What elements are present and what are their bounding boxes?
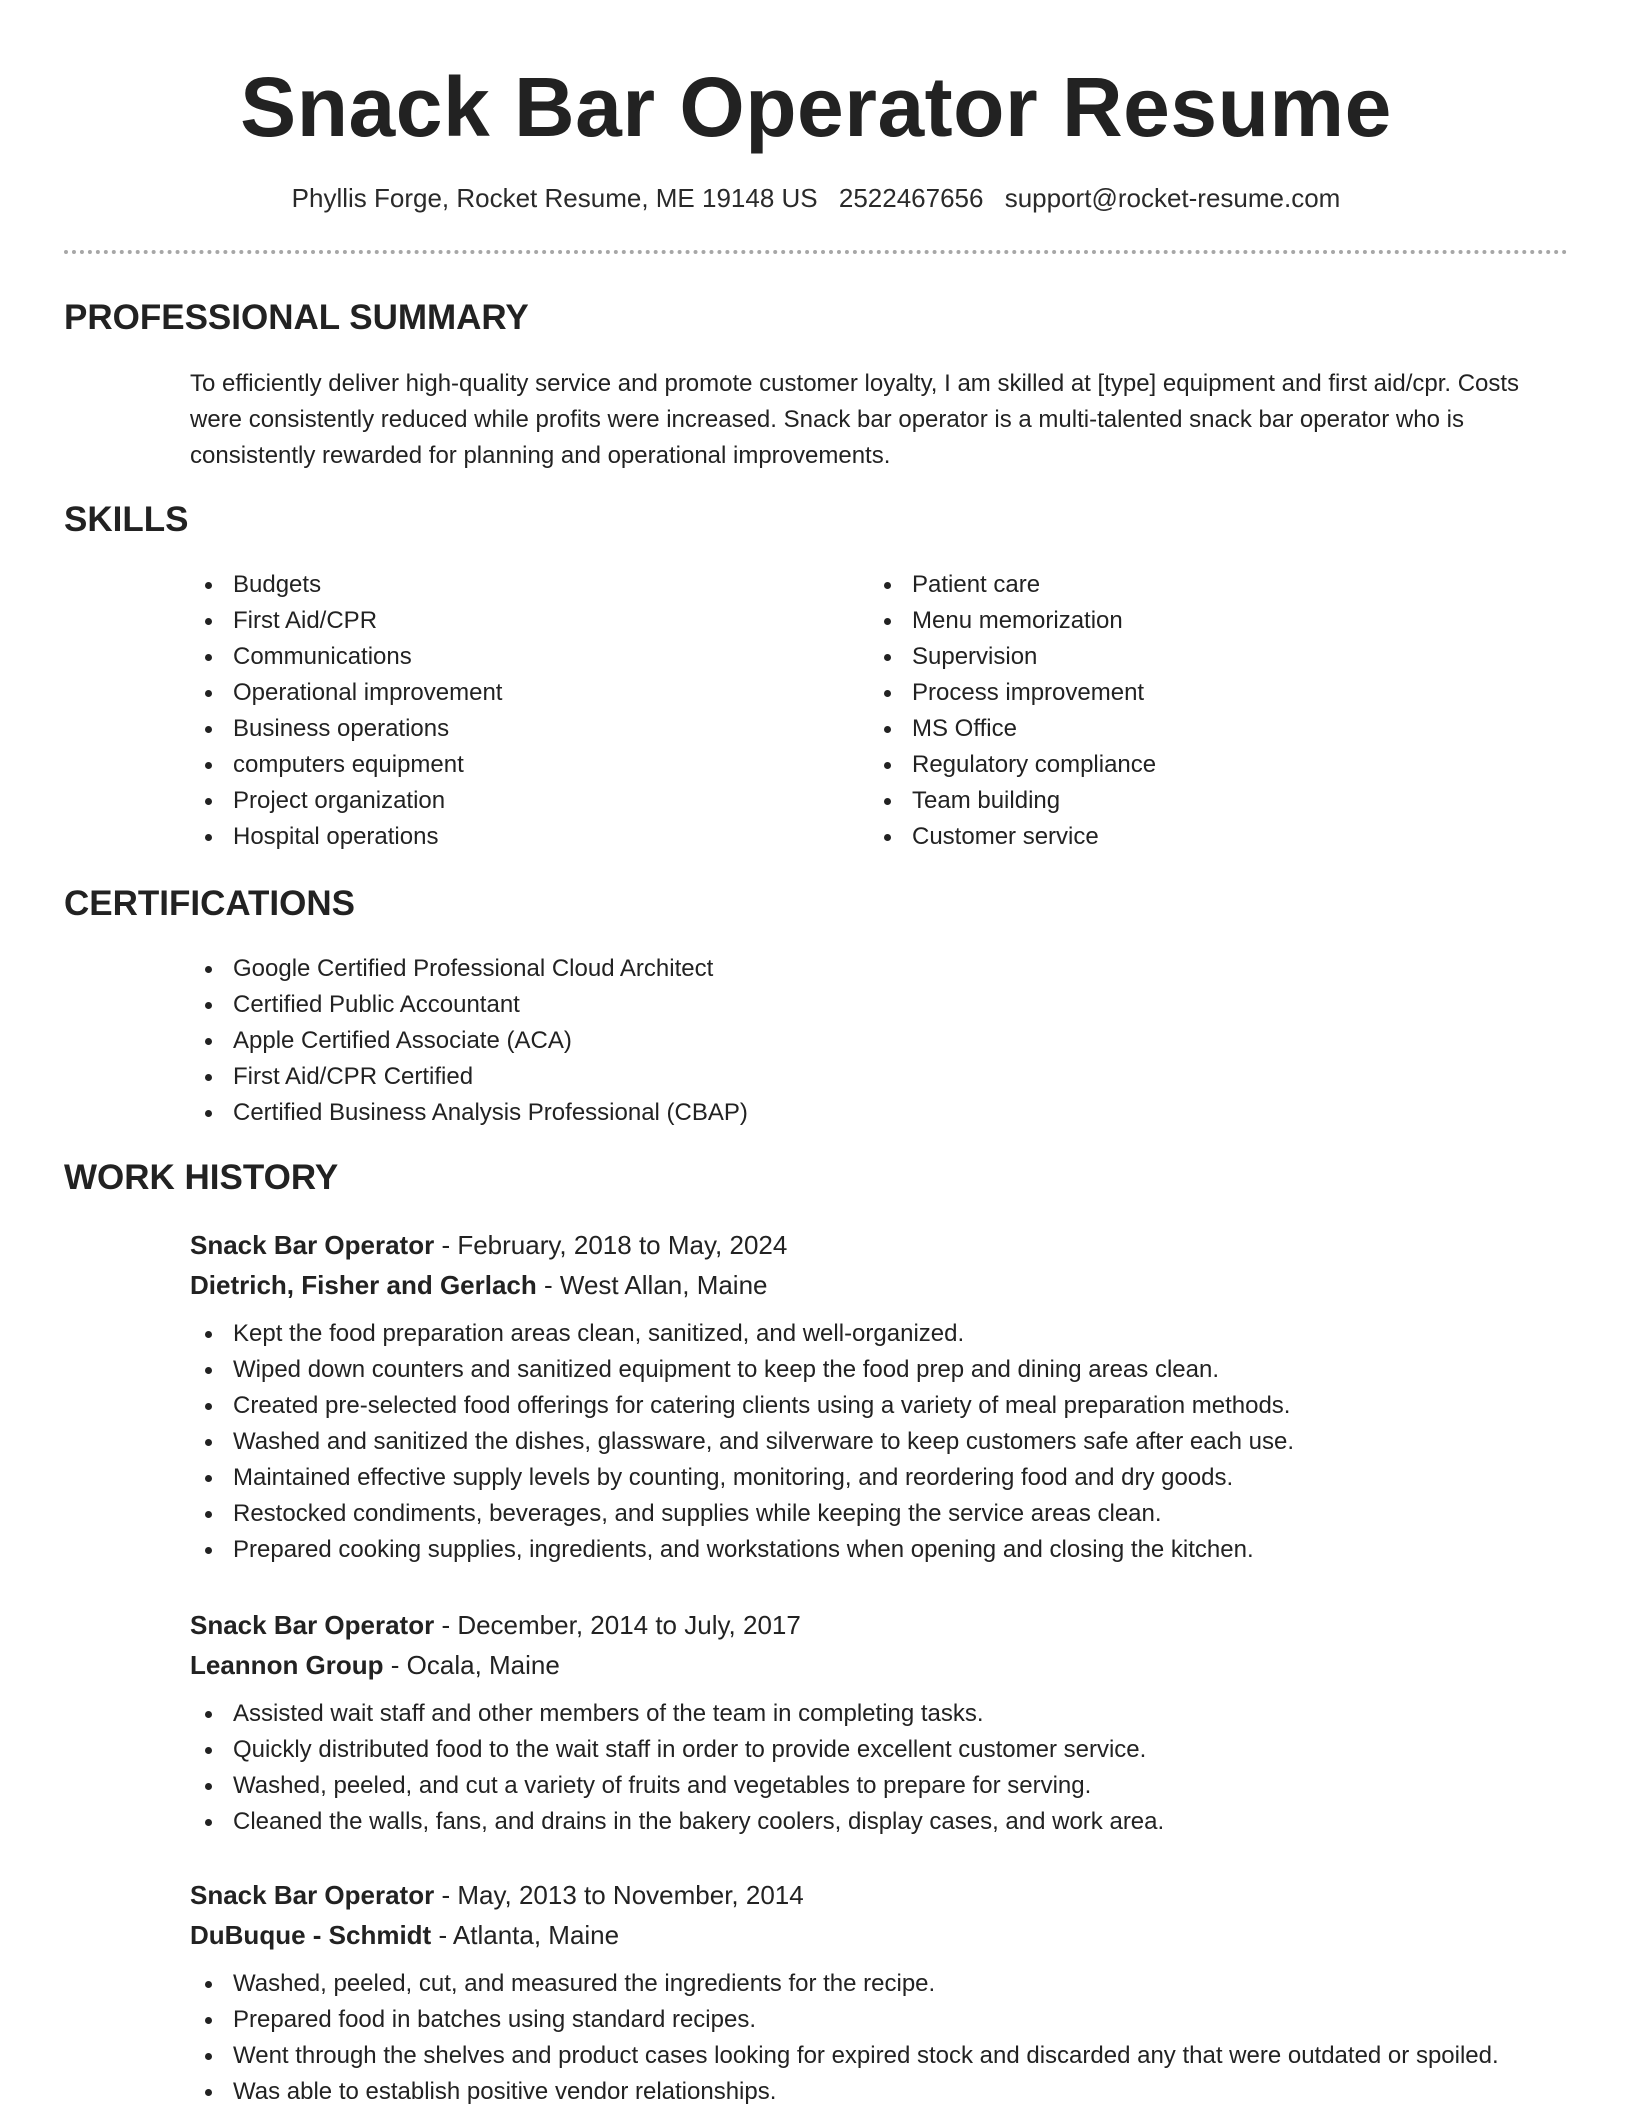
contact-line bbox=[0, 180, 1632, 216]
skill-item: computers equipment bbox=[190, 747, 830, 783]
job-bullet: Prepared cooking supplies, ingredients, and workstations when opening and closing the kitchen. bbox=[190, 1532, 1580, 1568]
job-bullet: Quickly distributed food to the wait staff in order to provide excellent customer service. bbox=[190, 1732, 1580, 1768]
job-bullet: Wiped down counters and sanitized equipment to keep the food prep and dining areas clean. bbox=[190, 1352, 1580, 1388]
job-title-line bbox=[190, 1225, 1580, 1265]
certification-item: Google Certified Professional Cloud Architect bbox=[190, 951, 1570, 987]
certification-item: First Aid/CPR Certified bbox=[190, 1059, 1570, 1095]
job-role: Snack Bar Operator bbox=[190, 1230, 435, 1260]
job-company: Dietrich, Fisher and Gerlach bbox=[190, 1270, 537, 1300]
job-bullets bbox=[190, 1696, 1580, 1840]
job-company-line bbox=[190, 1645, 1580, 1685]
skills-heading: SKILLS bbox=[64, 500, 189, 539]
skill-item: Communications bbox=[190, 639, 830, 675]
job-dates: - February, 2018 to May, 2024 bbox=[434, 1230, 788, 1260]
job-role: Snack Bar Operator bbox=[190, 1880, 435, 1910]
certifications-list bbox=[190, 951, 1570, 1131]
job-role: Snack Bar Operator bbox=[190, 1610, 435, 1640]
certifications-heading: CERTIFICATIONS bbox=[64, 884, 356, 923]
skill-item: Patient care bbox=[869, 567, 1509, 603]
job-entry bbox=[190, 1875, 1580, 2110]
job-location: - West Allan, Maine bbox=[536, 1270, 768, 1300]
skill-item: Team building bbox=[869, 783, 1509, 819]
skill-item: Hospital operations bbox=[190, 819, 830, 855]
summary-text: To efficiently deliver high-quality service and promote customer loyalty, I am skilled at [type] equipment and first aid/cpr. Costs were consistently reduced while profits were increased. Snack bar operator is a multi-talented snack bar operator who is consistently rewarded for planning and operational improvements. bbox=[190, 370, 1520, 469]
job-location: - Ocala, Maine bbox=[383, 1650, 560, 1680]
job-bullets bbox=[190, 1316, 1580, 1568]
skill-item: Supervision bbox=[869, 639, 1509, 675]
job-bullet: Maintained effective supply levels by counting, monitoring, and reordering food and dry goods. bbox=[190, 1460, 1580, 1496]
skill-item: Business operations bbox=[190, 711, 830, 747]
job-company-line bbox=[190, 1265, 1580, 1305]
certification-item: Apple Certified Associate (ACA) bbox=[190, 1023, 1570, 1059]
job-company-line bbox=[190, 1915, 1580, 1955]
job-bullet: Cleaned the walls, fans, and drains in the bakery coolers, display cases, and work area. bbox=[190, 1804, 1580, 1840]
contact-address: Phyllis Forge, Rocket Resume, ME 19148 US bbox=[291, 183, 818, 213]
skill-item: Regulatory compliance bbox=[869, 747, 1509, 783]
job-bullet: Washed and sanitized the dishes, glassware, and silverware to keep customers safe after each use. bbox=[190, 1424, 1580, 1460]
header-divider bbox=[64, 250, 1568, 254]
job-title-line bbox=[190, 1875, 1580, 1915]
skill-item: Budgets bbox=[190, 567, 830, 603]
job-bullet: Was able to establish positive vendor relationships. bbox=[190, 2074, 1580, 2110]
job-bullet: Prepared food in batches using standard recipes. bbox=[190, 2002, 1580, 2038]
job-company: DuBuque - Schmidt bbox=[190, 1920, 432, 1950]
skills-list-right bbox=[869, 567, 1509, 855]
skill-item: Operational improvement bbox=[190, 675, 830, 711]
job-location: - Atlanta, Maine bbox=[431, 1920, 620, 1950]
job-dates: - December, 2014 to July, 2017 bbox=[434, 1610, 801, 1640]
skill-item: Menu memorization bbox=[869, 603, 1509, 639]
certification-item: Certified Business Analysis Professional (CBAP) bbox=[190, 1095, 1570, 1131]
skill-item: First Aid/CPR bbox=[190, 603, 830, 639]
contact-email: support@rocket-resume.com bbox=[1004, 183, 1341, 213]
job-bullet: Washed, peeled, cut, and measured the ingredients for the recipe. bbox=[190, 1966, 1580, 2002]
job-bullet: Assisted wait staff and other members of the team in completing tasks. bbox=[190, 1696, 1580, 1732]
skills-list-left bbox=[190, 567, 830, 855]
job-title-line bbox=[190, 1605, 1580, 1645]
job-bullet: Created pre-selected food offerings for catering clients using a variety of meal preparation methods. bbox=[190, 1388, 1580, 1424]
job-dates: - May, 2013 to November, 2014 bbox=[434, 1880, 804, 1910]
resume-title: Snack Bar Operator Resume bbox=[240, 60, 1392, 154]
skill-item: Project organization bbox=[190, 783, 830, 819]
skill-item: Process improvement bbox=[869, 675, 1509, 711]
certification-item: Certified Public Accountant bbox=[190, 987, 1570, 1023]
job-bullet: Went through the shelves and product cases looking for expired stock and discarded any that were outdated or spoiled. bbox=[190, 2038, 1580, 2074]
skill-item: MS Office bbox=[869, 711, 1509, 747]
job-bullet: Washed, peeled, and cut a variety of fruits and vegetables to prepare for serving. bbox=[190, 1768, 1580, 1804]
job-entry bbox=[190, 1225, 1580, 1568]
job-bullet: Restocked condiments, beverages, and supplies while keeping the service areas clean. bbox=[190, 1496, 1580, 1532]
job-company: Leannon Group bbox=[190, 1650, 384, 1680]
contact-phone: 2522467656 bbox=[838, 183, 984, 213]
summary-heading: PROFESSIONAL SUMMARY bbox=[64, 298, 529, 337]
job-entry bbox=[190, 1605, 1580, 1840]
job-bullet: Kept the food preparation areas clean, sanitized, and well-organized. bbox=[190, 1316, 1580, 1352]
job-bullets bbox=[190, 1966, 1580, 2110]
work-history-heading: WORK HISTORY bbox=[64, 1158, 339, 1197]
skill-item: Customer service bbox=[869, 819, 1509, 855]
